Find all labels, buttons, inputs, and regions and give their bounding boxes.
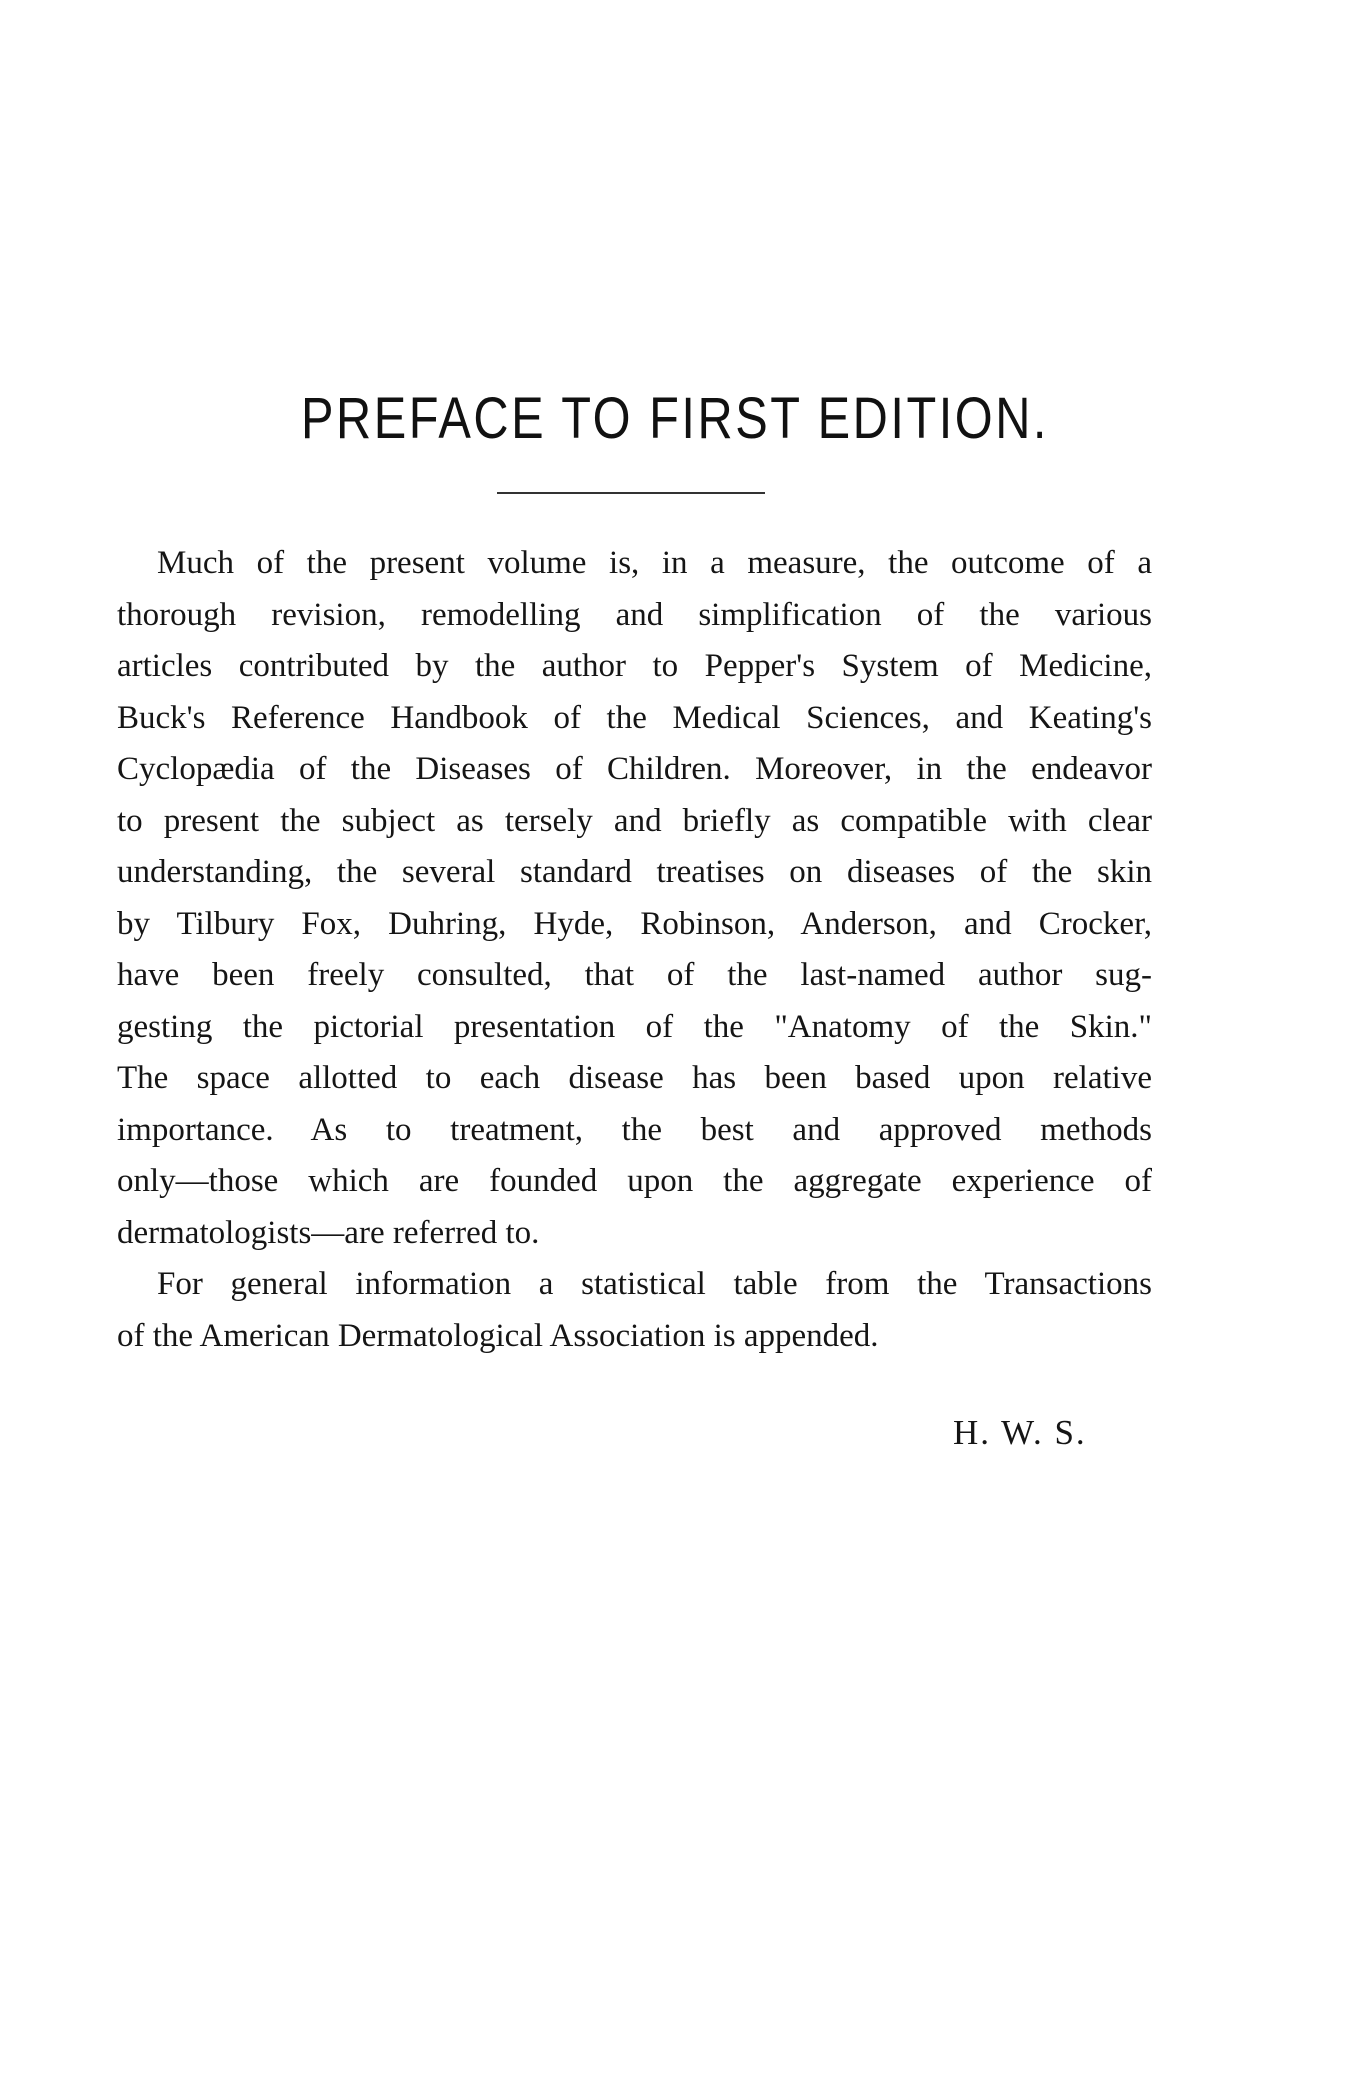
paragraph-line: dermatologists—are referred to. [117, 1214, 540, 1251]
paragraph-line: Much of the present volume is, in a measure, the outcome of a [157, 545, 1152, 581]
paragraph-line: articles contributed by the author to Pepper's System of Medicine, [117, 648, 1152, 684]
page-title: PREFACE TO FIRST EDITION. [301, 386, 1049, 451]
paragraph-line: Cyclopædia of the Diseases of Children. Moreover, in the endeavor [117, 751, 1152, 787]
paragraph-line: Buck's Reference Handbook of the Medical Sciences, and Keating's [117, 699, 1152, 736]
paragraph-line: by Tilbury Fox, Duhring, Hyde, Robinson, Anderson, and Crocker, [117, 905, 1152, 942]
paragraph-line: understanding, the several standard treatises on diseases of the skin [117, 854, 1152, 890]
paragraph-line: importance. As to treatment, the best and approved methods [117, 1111, 1152, 1148]
paragraph-line: The space allotted to each disease has been based upon relative [117, 1060, 1152, 1096]
title-rule [497, 492, 765, 494]
paragraph-line: to present the subject as tersely and briefly as compatible with clear [117, 802, 1152, 839]
paragraph-line: gesting the pictorial presentation of the "Anatomy of the Skin." [117, 1008, 1152, 1045]
paragraph-line: have been freely consulted, that of the last-named author sug- [117, 957, 1152, 993]
paragraph-1 [117, 538, 1152, 1259]
preface-body [117, 538, 1152, 1362]
paragraph-2 [117, 1259, 1152, 1362]
paragraph-line: of the American Dermatological Association is appended. [117, 1317, 879, 1354]
author-signature: H. W. S. [953, 1413, 1087, 1452]
paragraph-line: thorough revision, remodelling and simplification of the various [117, 596, 1152, 633]
paragraph-line: only—those which are founded upon the aggregate experience of [117, 1163, 1152, 1199]
paragraph-line: For general information a statistical table from the Transactions [157, 1266, 1152, 1302]
